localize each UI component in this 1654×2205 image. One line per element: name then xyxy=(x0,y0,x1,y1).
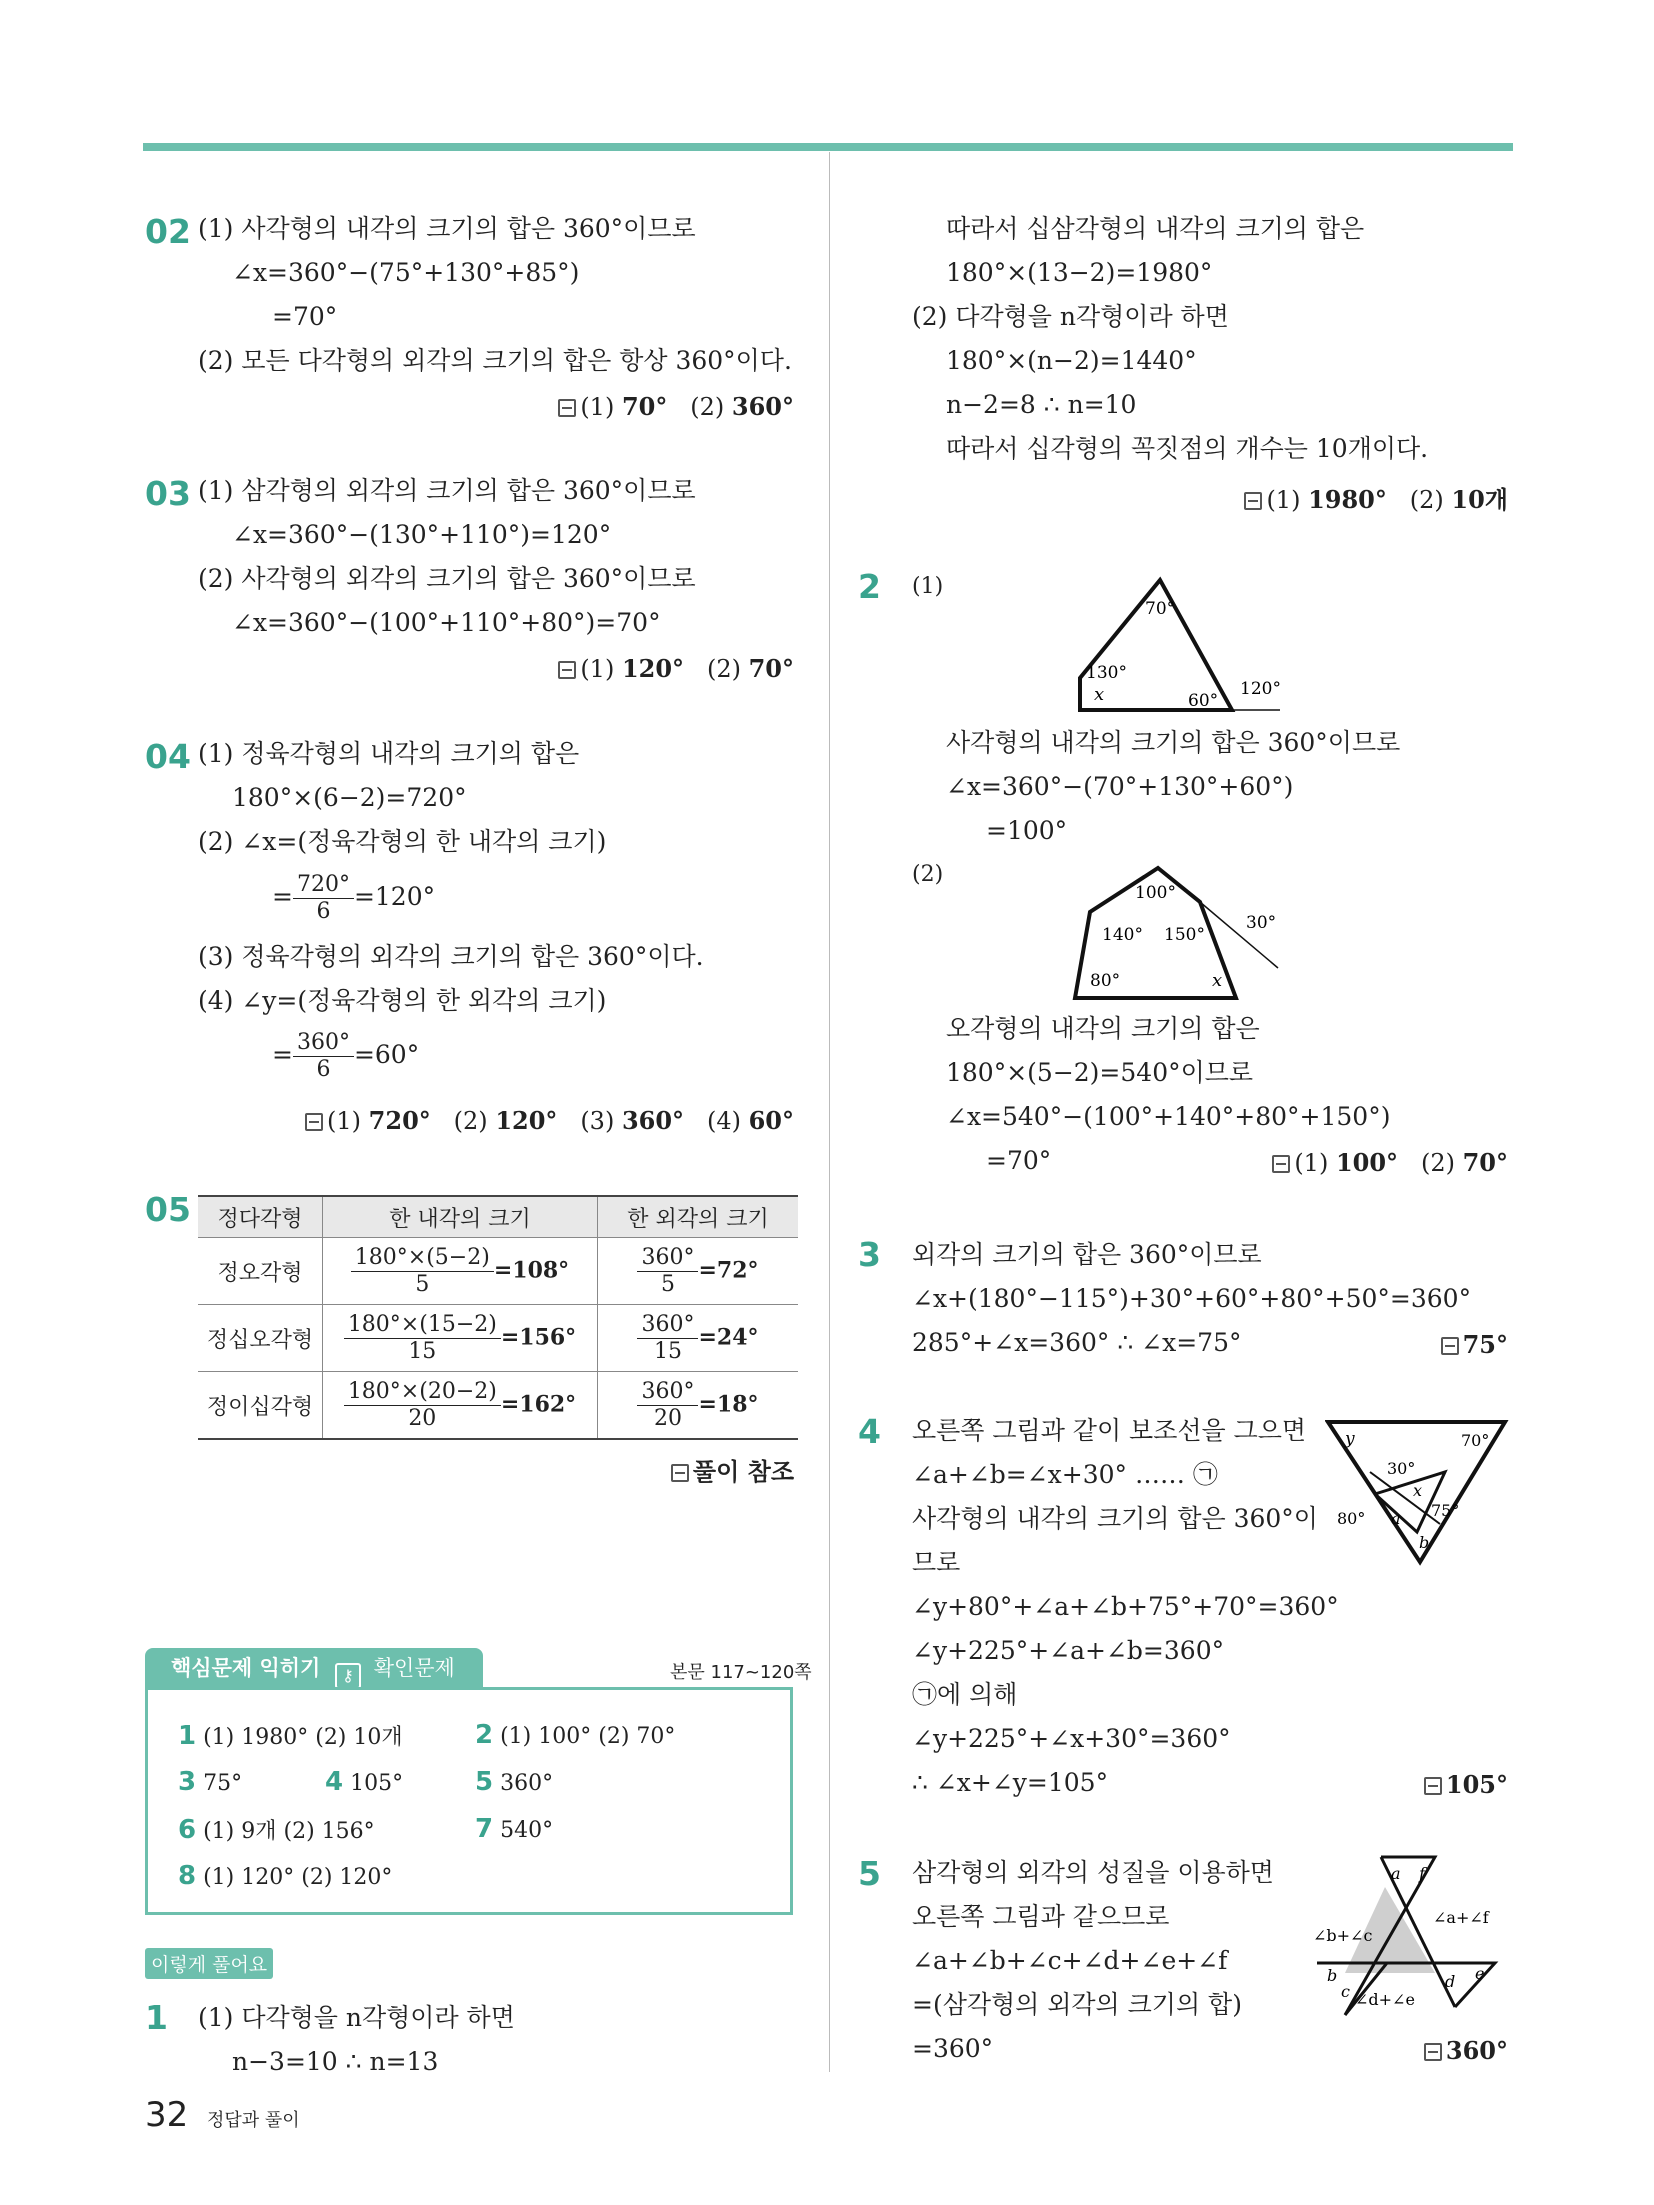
q03-answer: (1) 120° (2) 70° xyxy=(558,654,794,683)
angle-label: c xyxy=(1341,1982,1350,2001)
sol2-line: =70° xyxy=(986,1146,1052,1175)
sol4-line: ㉠에 의해 xyxy=(912,1680,1018,1709)
answer-icon xyxy=(1424,1777,1442,1795)
how-to-solve-tag: 이렇게 풀어요 xyxy=(145,1948,273,1979)
answer-icon xyxy=(1441,1337,1459,1355)
interior-angle-cell: $\frac{180^\circ\times(5-2)}{5}$ =108° xyxy=(323,1238,598,1305)
angle-label: 30° xyxy=(1246,913,1277,933)
page-label: 정답과 풀이 xyxy=(207,2110,300,2131)
top-accent-bar xyxy=(143,143,1513,151)
q02-number: 02 xyxy=(145,212,191,251)
angle-label: ∠a+∠f xyxy=(1433,1908,1489,1927)
q04-answer: (1) 720° (2) 120° (3) 360° (4) 60° xyxy=(305,1106,794,1135)
q04-line: 180°×(6−2)=720° xyxy=(232,783,467,812)
angle-label: a xyxy=(1391,1509,1401,1528)
page-number: 32 xyxy=(145,2095,189,2135)
q04-line: (2) ∠x=(정육각형의 한 내각의 크기) xyxy=(198,827,607,856)
list-item: 4 105° xyxy=(325,1767,404,1797)
angle-label: b xyxy=(1327,1966,1338,1985)
sol2-answer: (1) 100° (2) 70° xyxy=(1272,1148,1508,1177)
sol4-number: 4 xyxy=(858,1412,881,1451)
answer-icon xyxy=(558,661,576,679)
sol5-figure xyxy=(1305,1855,1515,2025)
answer-icon xyxy=(305,1113,323,1131)
angle-label: d xyxy=(1445,1972,1456,1991)
sol2-part-label: (1) xyxy=(912,574,944,599)
answer-icon xyxy=(1424,2043,1442,2061)
angle-label: 100° xyxy=(1135,883,1176,903)
sol1-line: (1) 다각형을 n각형이라 하면 xyxy=(198,2003,515,2032)
sol2-line: ∠x=540°−(100°+140°+80°+150°) xyxy=(946,1102,1391,1131)
sol4-figure xyxy=(1325,1412,1515,1577)
q04-line: (1) 정육각형의 내각의 크기의 합은 xyxy=(198,739,580,768)
sol2-quadrilateral-figure xyxy=(1060,570,1300,720)
interior-angle-cell: $\frac{180^\circ\times(15-2)}{15}$ =156° xyxy=(323,1305,598,1372)
angle-label: 130° xyxy=(1086,663,1127,683)
sol1-line: 따라서 십삼각형의 내각의 크기의 합은 xyxy=(946,214,1365,243)
q02-answer: (1) 70° (2) 360° xyxy=(558,392,794,421)
sol4-line: 므로 xyxy=(912,1548,961,1577)
sol1-line: n−3=10 ∴ n=13 xyxy=(232,2047,439,2076)
sol4-line: ∠y+80°+∠a+∠b+75°+70°=360° xyxy=(912,1592,1339,1621)
sol4-line: 사각형의 내각의 크기의 합은 360°이 xyxy=(912,1504,1318,1533)
q02-line: (2) 모든 다각형의 외각의 크기의 합은 항상 360°이다. xyxy=(198,346,792,375)
q03-line: (1) 삼각형의 외각의 크기의 합은 360°이므로 xyxy=(198,476,696,505)
angle-label: b xyxy=(1419,1533,1430,1552)
q04-line: (3) 정육각형의 외각의 크기의 합은 360°이다. xyxy=(198,942,704,971)
angle-label: 70° xyxy=(1145,599,1176,619)
table-header: 정다각형 xyxy=(198,1196,323,1238)
sol4-line: ∠y+225°+∠x+30°=360° xyxy=(912,1724,1231,1753)
list-item: 6 (1) 9개 (2) 156° xyxy=(178,1815,375,1845)
angle-label: 120° xyxy=(1240,679,1281,699)
sol2-line: 사각형의 내각의 크기의 합은 360°이므로 xyxy=(946,728,1401,757)
sol1-line: n−2=8 ∴ n=10 xyxy=(946,390,1137,419)
answer-icon xyxy=(558,399,576,417)
sol5-line: 오른쪽 그림과 같으므로 xyxy=(912,1902,1170,1931)
sol3-number: 3 xyxy=(858,1235,881,1274)
interior-angle-cell: $\frac{180^\circ\times(20-2)}{20}$ =162° xyxy=(323,1372,598,1440)
exterior-angle-cell: $\frac{360^\circ}{15}$ =24° xyxy=(598,1305,799,1372)
angle-label: 80° xyxy=(1090,971,1121,991)
angle-label: x xyxy=(1413,1481,1423,1500)
angle-label: 70° xyxy=(1461,1431,1490,1450)
sol2-line: ∠x=360°−(70°+130°+60°) xyxy=(946,772,1294,801)
list-item: 2 (1) 100° (2) 70° xyxy=(475,1720,676,1750)
sol2-line: 오각형의 내각의 크기의 합은 xyxy=(946,1014,1260,1043)
angle-label: e xyxy=(1475,1964,1485,1983)
sol1-answer: (1) 1980° (2) 10개 xyxy=(1244,480,1508,515)
sol5-line: ∠a+∠b+∠c+∠d+∠e+∠f xyxy=(912,1946,1228,1975)
q05-table xyxy=(198,1195,798,1440)
q05-answer: 풀이 참조 xyxy=(671,1452,794,1487)
sol5-line: =360° xyxy=(912,2034,994,2063)
angle-label: ∠d+∠e xyxy=(1355,1990,1415,2009)
q02-line: ∠x=360°−(75°+130°+85°) xyxy=(232,258,580,287)
table-row xyxy=(198,1238,798,1305)
table-header-row xyxy=(198,1196,798,1238)
table-header: 한 외각의 크기 xyxy=(598,1196,799,1238)
q04-line: (4) ∠y=(정육각형의 한 외각의 크기) xyxy=(198,986,607,1015)
sol1-line: 따라서 십각형의 꼭짓점의 개수는 10개이다. xyxy=(946,434,1429,463)
table-header: 한 내각의 크기 xyxy=(323,1196,598,1238)
sol3-line: ∠x+(180°−115°)+30°+60°+80°+50°=360° xyxy=(912,1284,1472,1313)
sol4-line: ∴ ∠x+∠y=105° xyxy=(912,1768,1109,1797)
angle-label: a xyxy=(1391,1864,1401,1883)
sol4-line: ∠a+∠b=∠x+30° …… ㉠ xyxy=(912,1460,1218,1489)
key-icon: ⚷ xyxy=(335,1663,361,1689)
core-box-tab xyxy=(145,1648,483,1688)
angle-label: 150° xyxy=(1164,925,1205,945)
sol5-number: 5 xyxy=(858,1854,881,1893)
sol2-part-label: (2) xyxy=(912,862,944,887)
column-divider xyxy=(829,152,830,2072)
sol2-number: 2 xyxy=(858,567,881,606)
list-item: 1 (1) 1980° (2) 10개 xyxy=(178,1721,403,1751)
sol2-pentagon-figure xyxy=(1060,860,1300,1005)
angle-label: 60° xyxy=(1188,691,1219,711)
list-item: 5 360° xyxy=(475,1767,554,1797)
list-item: 3 75° xyxy=(178,1767,243,1797)
exterior-angle-cell: $\frac{360^\circ}{5}$ =72° xyxy=(598,1238,799,1305)
q02-line: =70° xyxy=(272,302,338,331)
q03-number: 03 xyxy=(145,474,191,513)
angle-label: 140° xyxy=(1102,925,1143,945)
list-item: 7 540° xyxy=(475,1814,554,1844)
polygon-name: 정이십각형 xyxy=(198,1372,323,1440)
sol2-line: =100° xyxy=(986,816,1068,845)
angle-label: 75° xyxy=(1431,1501,1460,1520)
answer-icon xyxy=(671,1464,689,1482)
q02-line: (1) 사각형의 내각의 크기의 합은 360°이므로 xyxy=(198,214,696,243)
angle-label: f xyxy=(1419,1864,1425,1883)
table-row xyxy=(198,1372,798,1440)
answer-icon xyxy=(1244,492,1262,510)
angle-label: ∠b+∠c xyxy=(1313,1926,1373,1945)
q05-number: 05 xyxy=(145,1190,191,1229)
angle-label: x xyxy=(1212,970,1223,991)
sol3-line: 285°+∠x=360° ∴ ∠x=75° xyxy=(912,1328,1242,1357)
angle-label: x xyxy=(1094,684,1105,705)
angle-label: 30° xyxy=(1387,1459,1416,1478)
core-box-title: 핵심문제 익히기 xyxy=(171,1656,321,1680)
sol5-line: =(삼각형의 외각의 크기의 합) xyxy=(912,1990,1242,2019)
sol3-line: 외각의 크기의 합은 360°이므로 xyxy=(912,1240,1262,1269)
q04-number: 04 xyxy=(145,737,191,776)
sol5-answer: 360° xyxy=(1424,2036,1508,2065)
answer-icon xyxy=(1272,1155,1290,1173)
angle-label: 80° xyxy=(1337,1509,1366,1528)
q03-line: ∠x=360°−(130°+110°)=120° xyxy=(232,520,612,549)
sol1-line: 180°×(n−2)=1440° xyxy=(946,346,1197,375)
q04-fraction-2: = $\frac{360^\circ}{6}$ =60° xyxy=(272,1030,420,1082)
polygon-name: 정오각형 xyxy=(198,1238,323,1305)
sol1-line: 180°×(13−2)=1980° xyxy=(946,258,1213,287)
sol2-line: 180°×(5−2)=540°이므로 xyxy=(946,1058,1254,1087)
list-item: 8 (1) 120° (2) 120° xyxy=(178,1861,393,1891)
sol4-line: 오른쪽 그림과 같이 보조선을 그으면 xyxy=(912,1416,1307,1445)
core-box-subtitle: 확인문제 xyxy=(373,1656,455,1680)
sol4-line: ∠y+225°+∠a+∠b=360° xyxy=(912,1636,1225,1665)
sol5-line: 삼각형의 외각의 성질을 이용하면 xyxy=(912,1858,1274,1887)
sol1-line: (2) 다각형을 n각형이라 하면 xyxy=(912,302,1229,331)
sol3-answer: 75° xyxy=(1441,1330,1508,1359)
sol1-number: 1 xyxy=(145,1998,168,2037)
exterior-angle-cell: $\frac{360^\circ}{20}$ =18° xyxy=(598,1372,799,1440)
angle-label: y xyxy=(1345,1429,1355,1449)
q04-fraction-1: = $\frac{720^\circ}{6}$ =120° xyxy=(272,872,436,924)
core-box-pages: 본문 117~120쪽 xyxy=(670,1662,812,1683)
polygon-name: 정십오각형 xyxy=(198,1305,323,1372)
q03-line: ∠x=360°−(100°+110°+80°)=70° xyxy=(232,608,661,637)
table-row xyxy=(198,1305,798,1372)
sol4-answer: 105° xyxy=(1424,1770,1508,1799)
q03-line: (2) 사각형의 외각의 크기의 합은 360°이므로 xyxy=(198,564,696,593)
